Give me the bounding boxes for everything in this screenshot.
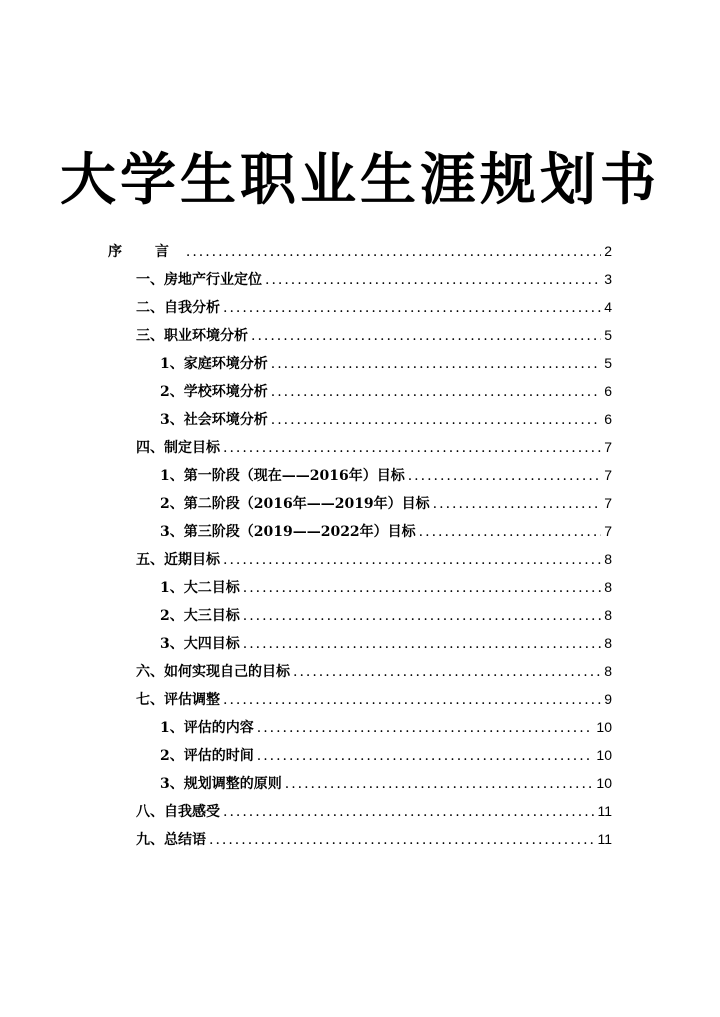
toc-leader-dots — [271, 350, 601, 378]
toc-entry[interactable] — [160, 713, 612, 741]
toc-entry-page: 4 — [604, 299, 612, 315]
toc-entry-label: 3、大四目标 — [160, 636, 240, 652]
toc-entry-page: 10 — [596, 775, 612, 791]
toc-entry-label: 3、规划调整的原则 — [160, 776, 282, 792]
toc-entry[interactable] — [160, 769, 612, 797]
toc-entry[interactable] — [160, 741, 612, 769]
toc-entry-label: 3、第三阶段（2019——2022年）目标 — [160, 524, 416, 540]
toc-entry-label: 一、房地产行业定位 — [136, 272, 262, 288]
toc-entry-page: 9 — [604, 691, 612, 707]
toc-leader-dots — [186, 238, 601, 266]
toc-entry-page: 3 — [604, 271, 612, 287]
toc-leader-dots — [271, 406, 601, 434]
toc-entry-label: 五、近期目标 — [136, 552, 220, 568]
toc-entry-page: 5 — [604, 327, 612, 343]
toc-entry[interactable] — [160, 629, 612, 657]
toc-entry-page: 7 — [604, 439, 612, 455]
toc-leader-dots — [251, 322, 601, 350]
toc-leader-dots — [243, 574, 601, 602]
toc-entry-label: 1、家庭环境分析 — [160, 356, 268, 372]
toc-entry[interactable] — [160, 405, 612, 433]
toc-entry[interactable] — [136, 321, 612, 349]
toc-leader-dots — [223, 546, 601, 574]
toc-entry[interactable] — [160, 461, 612, 489]
toc-entry-page: 8 — [604, 579, 612, 595]
toc-entry-label: 九、总结语 — [136, 832, 206, 848]
toc-entry[interactable] — [136, 293, 612, 321]
toc-entry[interactable] — [160, 517, 612, 545]
toc-entry-label: 2、学校环境分析 — [160, 384, 268, 400]
toc-entry[interactable] — [136, 657, 612, 685]
toc-entry-page: 7 — [604, 523, 612, 539]
toc-entry-label: 1、第一阶段（现在——2016年）目标 — [160, 468, 405, 484]
toc-entry-page: 2 — [604, 243, 612, 259]
toc-entry[interactable] — [108, 237, 612, 265]
toc-entry-page: 8 — [604, 607, 612, 623]
toc-entry-page: 7 — [604, 495, 612, 511]
toc-leader-dots — [408, 462, 601, 490]
toc-entry-label: 1、评估的内容 — [160, 720, 254, 736]
toc-entry-page: 11 — [597, 803, 612, 819]
toc-entry-page: 10 — [596, 719, 612, 735]
toc-entry-label: 3、社会环境分析 — [160, 412, 268, 428]
toc-entry[interactable] — [160, 573, 612, 601]
toc-leader-dots — [243, 630, 601, 658]
toc-entry-label: 序 言 — [108, 244, 183, 260]
toc-entry[interactable] — [160, 601, 612, 629]
toc-leader-dots — [433, 490, 602, 518]
toc-leader-dots — [223, 434, 601, 462]
toc-entry-page: 10 — [596, 747, 612, 763]
toc-entry-label: 七、评估调整 — [136, 692, 220, 708]
toc-leader-dots — [419, 518, 602, 546]
toc-entry-label: 1、大二目标 — [160, 580, 240, 596]
toc-leader-dots — [223, 798, 594, 826]
toc-entry-page: 6 — [604, 383, 612, 399]
toc-entry-label: 六、如何实现自己的目标 — [136, 664, 290, 680]
toc-entry[interactable] — [136, 433, 612, 461]
toc-entry-label: 四、制定目标 — [136, 440, 220, 456]
toc-entry-label: 八、自我感受 — [136, 804, 220, 820]
toc-leader-dots — [257, 742, 594, 770]
toc-entry-label: 三、职业环境分析 — [136, 328, 248, 344]
toc-entry-page: 8 — [604, 663, 612, 679]
toc-entry-page: 11 — [597, 831, 612, 847]
toc-entry-label: 2、第二阶段（2016年——2019年）目标 — [160, 496, 430, 512]
toc-entry-label: 2、大三目标 — [160, 608, 240, 624]
toc-entry[interactable] — [136, 265, 612, 293]
toc-leader-dots — [285, 770, 594, 798]
toc-entry-page: 5 — [604, 355, 612, 371]
document-title: 大学生职业生涯规划书 — [60, 147, 660, 213]
toc-leader-dots — [209, 826, 594, 854]
toc-leader-dots — [243, 602, 601, 630]
toc-entry-page: 7 — [604, 467, 612, 483]
toc-leader-dots — [257, 714, 594, 742]
toc-entry-label: 2、评估的时间 — [160, 748, 254, 764]
toc-entry[interactable] — [160, 349, 612, 377]
toc-leader-dots — [293, 658, 601, 686]
toc-entry[interactable] — [160, 377, 612, 405]
toc-entry-page: 8 — [604, 635, 612, 651]
toc-leader-dots — [223, 686, 601, 714]
toc-leader-dots — [265, 266, 601, 294]
toc-entry[interactable] — [136, 797, 612, 825]
toc-entry-label: 二、自我分析 — [136, 300, 220, 316]
toc-entry-page: 8 — [604, 551, 612, 567]
toc-entry[interactable] — [136, 685, 612, 713]
toc-leader-dots — [223, 294, 601, 322]
toc-leader-dots — [271, 378, 601, 406]
toc-entry[interactable] — [136, 545, 612, 573]
toc-entry[interactable] — [136, 825, 612, 853]
toc-entry[interactable] — [160, 489, 612, 517]
toc-entry-page: 6 — [604, 411, 612, 427]
